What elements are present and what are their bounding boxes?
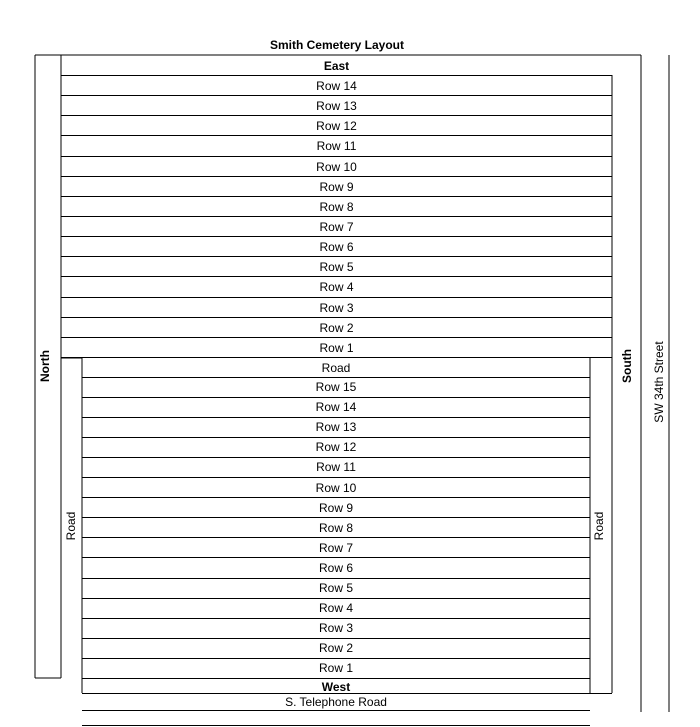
lower-row-2: Row 13 xyxy=(315,420,357,435)
east-label: East xyxy=(323,59,350,73)
lower-row-14: Row 1 xyxy=(318,661,353,676)
lower-row-4: Row 11 xyxy=(316,460,356,475)
upper-row-2: Row 12 xyxy=(316,119,357,134)
lower-row-10: Row 5 xyxy=(318,581,353,595)
upper-row-9: Row 5 xyxy=(319,260,354,275)
lower-row-7: Row 8 xyxy=(318,520,353,535)
lower-row-3: Row 12 xyxy=(315,440,357,455)
lower-row-5: Row 10 xyxy=(315,480,357,495)
south-label: South xyxy=(620,349,634,383)
upper-row-5: Row 9 xyxy=(319,179,354,194)
left-road-label: Road xyxy=(64,511,78,541)
west-label: West xyxy=(321,680,351,694)
lower-row-9: Row 6 xyxy=(318,560,353,575)
upper-row-4: Row 10 xyxy=(316,159,357,174)
upper-row-10: Row 4 xyxy=(319,280,354,295)
upper-row-6: Row 8 xyxy=(319,199,354,214)
upper-row-12: Row 2 xyxy=(319,320,354,335)
upper-row-8: Row 6 xyxy=(319,240,354,255)
lower-row-0: Row 15 xyxy=(315,380,357,394)
lower-row-12: Row 3 xyxy=(318,621,353,636)
lower-row-6: Row 9 xyxy=(318,500,353,515)
upper-row-13: Row 1 xyxy=(319,340,354,355)
street-label-telephone-road: S. Telephone Road xyxy=(285,695,387,709)
lower-row-8: Row 7 xyxy=(318,540,353,555)
lower-row-1: Row 14 xyxy=(315,400,357,415)
upper-row-3: Row 11 xyxy=(316,139,357,154)
upper-row-11: Row 3 xyxy=(319,300,354,315)
upper-row-1: Row 13 xyxy=(316,99,357,114)
north-label: North xyxy=(38,350,52,382)
lower-top-road-label: Road xyxy=(321,361,351,375)
diagram-title: Smith Cemetery Layout xyxy=(269,38,405,52)
upper-row-7: Row 7 xyxy=(319,219,354,234)
street-label-sw-34th: SW 34th Street xyxy=(652,341,666,423)
lower-row-13: Row 2 xyxy=(318,641,353,656)
right-road-label: Road xyxy=(592,511,606,541)
lower-row-11: Row 4 xyxy=(318,601,353,616)
upper-row-0: Row 14 xyxy=(316,79,357,93)
